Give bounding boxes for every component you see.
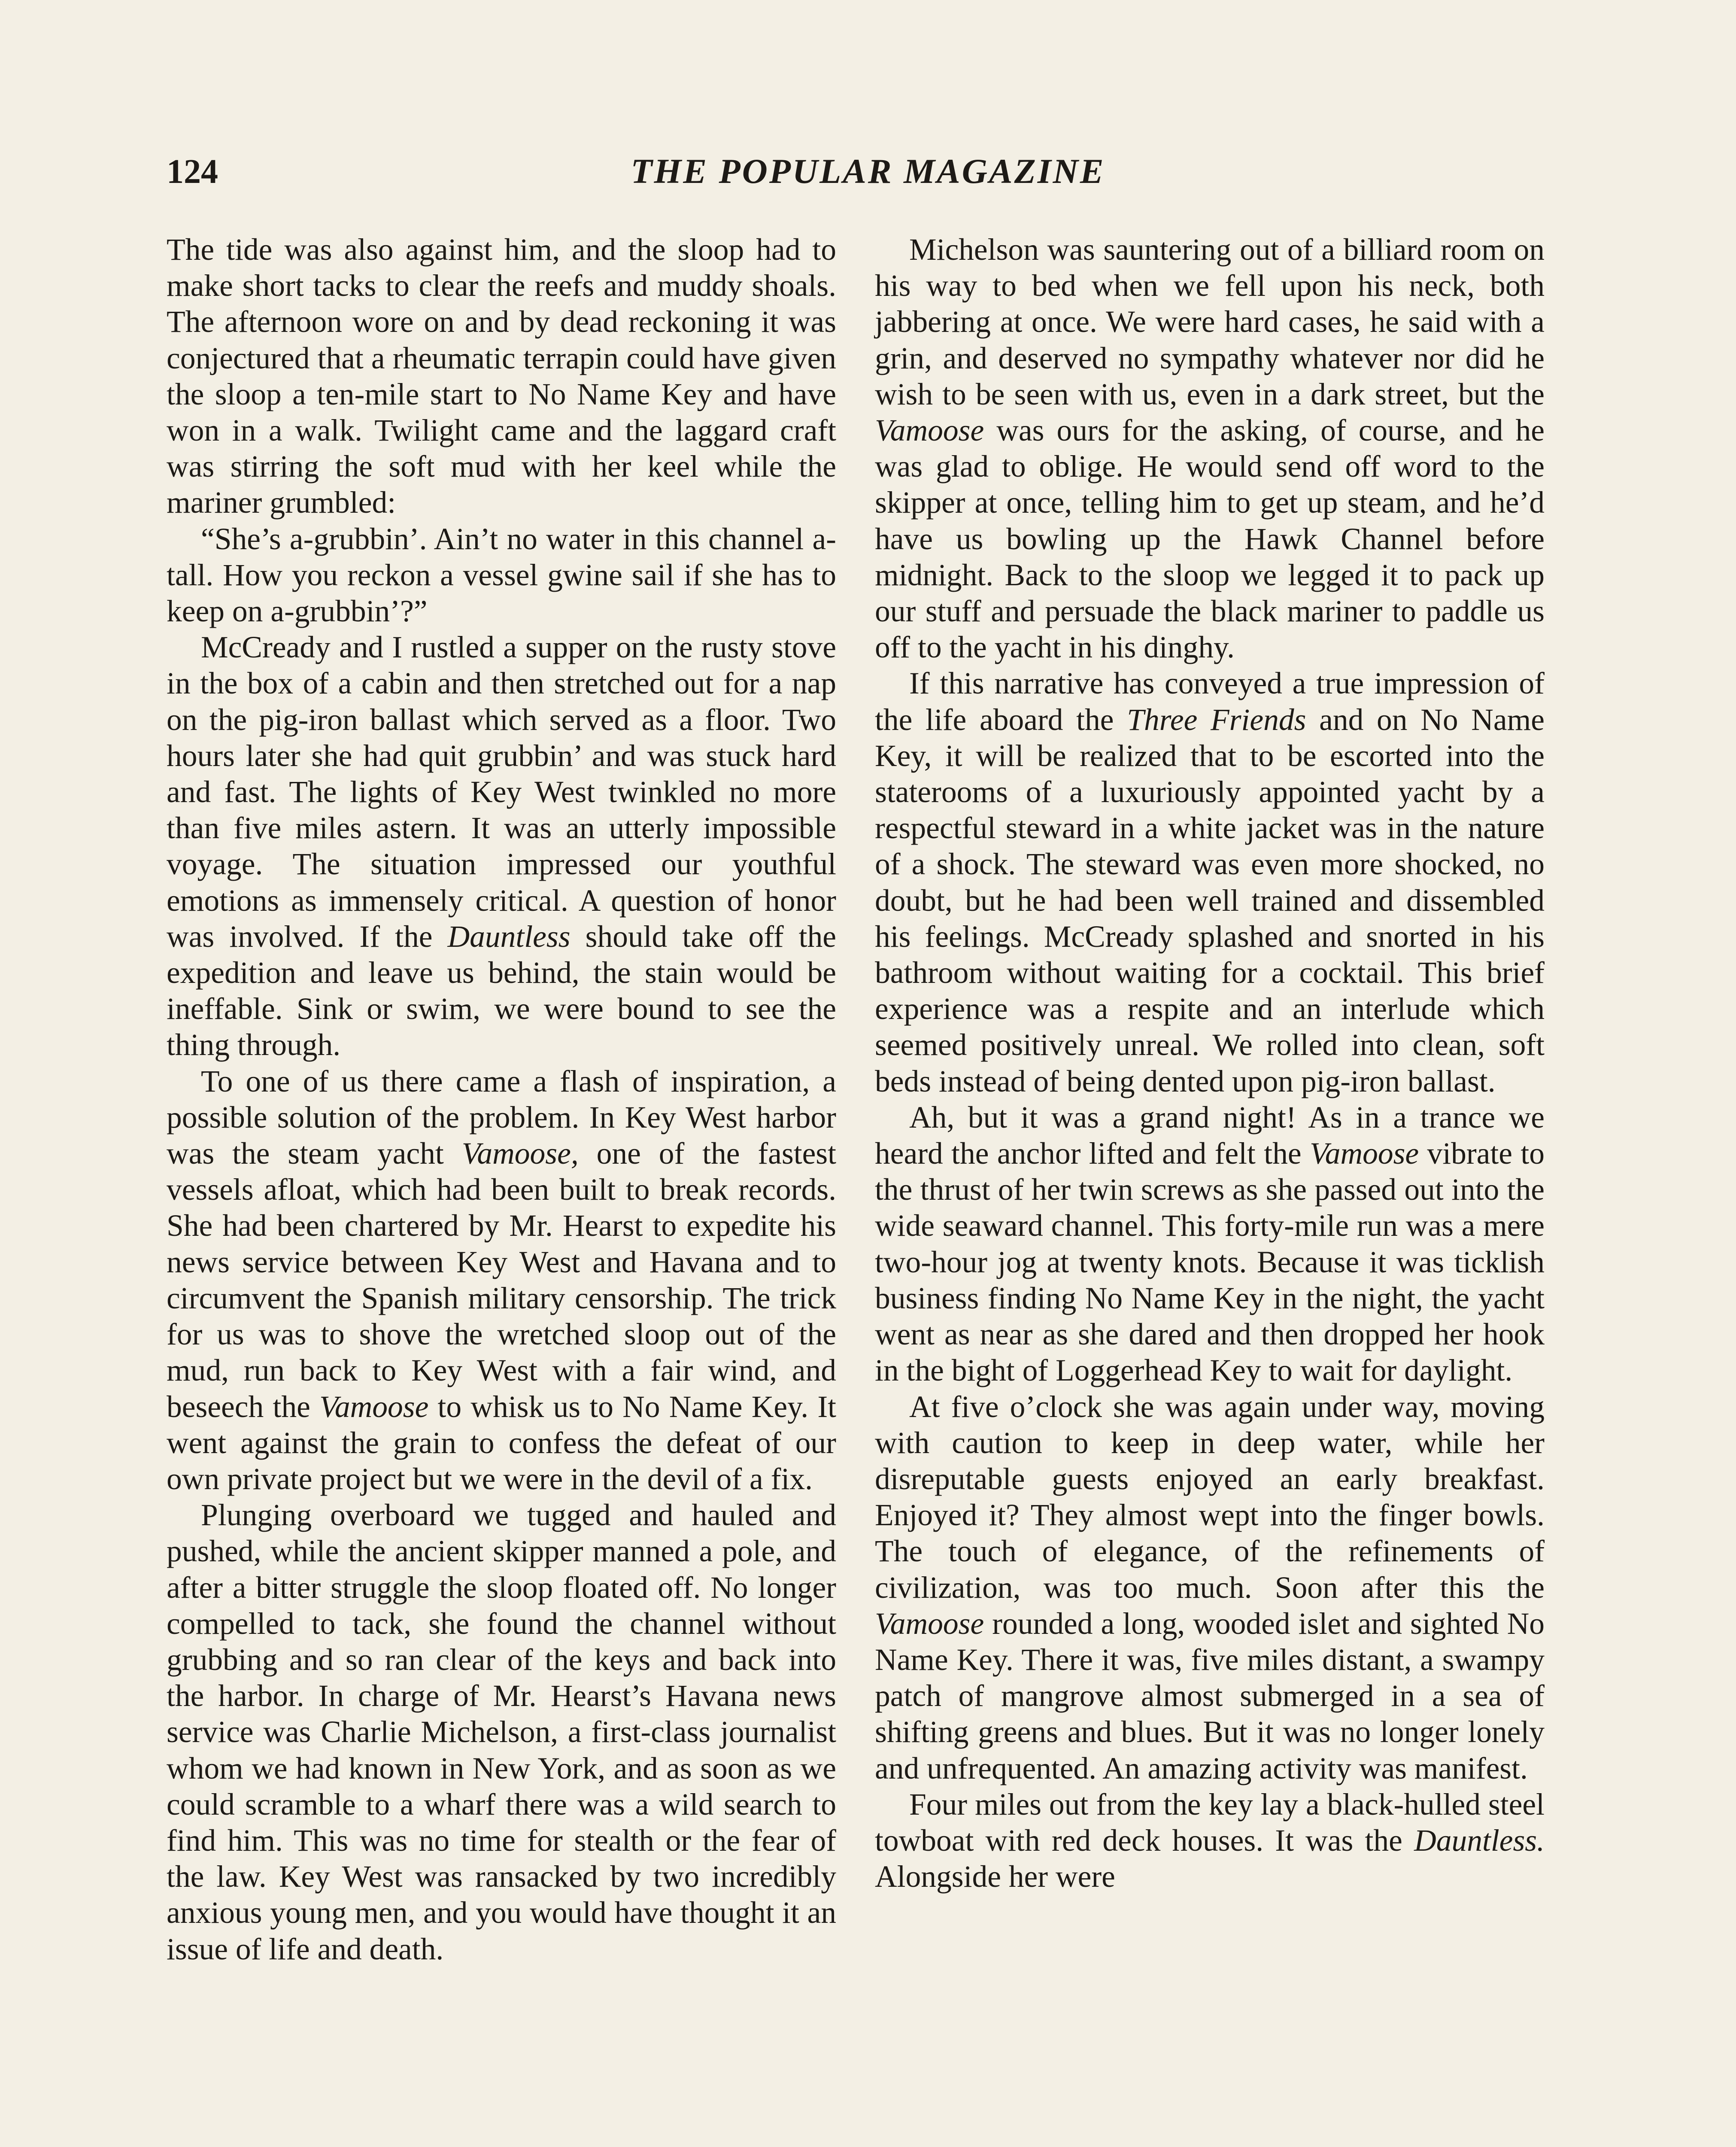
article-paragraph [875, 1389, 1545, 1787]
italic-text: Vamoose [875, 1606, 984, 1641]
paragraph-text: and on No Name Key, it will be realized that to be escorted into the staterooms of a luxuriously appointed yacht by a respectful steward in a white jacket was in the nature of a shock. The steward was even more shocked, no doubt, but he had been well trained and dissembled his feelings. McCready splashed and snorted in his bathroom without waiting for a cocktail. This brief experience was a respite and an interlude which seemed positively unreal. We rolled into clean, soft beds instead of being dented upon pig-iron ballast. [875, 702, 1545, 1098]
paragraph-text: to whisk us to No Name Key. It went against the grain to confess the defeat of our own private project but we were in the devil of a fix. [167, 1390, 836, 1496]
left-column [167, 232, 836, 1968]
running-head-title: THE POPULAR MAGAZINE [631, 152, 1105, 191]
paragraph-text: Alongside her were [875, 1860, 1115, 1894]
paragraph-text: If this narrative has conveyed a true impression of the life aboard the [875, 666, 1545, 737]
paragraph-text: The tide was also against him, and the sloop had to make short tacks to clear the reefs and muddy shoals. The afternoon wore on and by dead reckoning it was conjectured that a rheumatic terrapin could have given the sloop a ten-mile start to No Name Key and have won in a walk. Twilight came and the laggard craft was stirring the soft mud with her keel while the mariner grumbled: [167, 233, 836, 520]
italic-text: Vamoose, [461, 1137, 579, 1171]
paragraph-text: should take off the expedition and leave us behind, the stain would be ineffable. Sink or swim, we were bound to see the thing through. [167, 919, 836, 1062]
paragraph-text: Michelson was sauntering out of a billiard room on his way to bed when we fell upon his neck, both jabbering at once. We were hard cases, he said with a grin, and deserved no sympathy whatever nor did he wish to be seen with us, even in a dark street, but the [875, 233, 1545, 411]
paragraph-text: one of the fastest vessels afloat, which had been built to break records. She had been chartered by Mr. Hearst to expedite his news service between Key West and Havana and to circumvent the Spanish military censorship. The trick for us was to shove the wretched sloop out of the mud, run back to Key West with a fair wind, and beseech the [167, 1137, 837, 1424]
italic-text: Vamoose [875, 414, 984, 448]
article-paragraph [167, 232, 836, 521]
article-paragraph [167, 1497, 836, 1968]
paragraph-text: Ah, but it was a grand night! As in a trance we heard the anchor lifted and felt the [875, 1100, 1545, 1171]
paragraph-text: Four miles out from the key lay a black-hulled steel towboat with red deck houses. It was the [875, 1787, 1545, 1858]
paragraph-text: was ours for the asking, of course, and he was glad to oblige. He would send off word to the skipper at once, telling him to get up steam, and he’d have us bowling up the Hawk Channel before midnight. Back to the sloop we legged it to pack up our stuff and persuade the black mariner to paddle us off to the yacht in his dinghy. [875, 414, 1545, 665]
article-paragraph [167, 1064, 836, 1497]
italic-text: Vamoose [319, 1390, 429, 1424]
paragraph-text: Plunging overboard we tugged and hauled and pushed, while the ancient skipper manned a pole, and after a bitter struggle the sloop floated off. No longer compelled to tack, she found the channel without grubbing and so ran clear of the keys and back into the harbor. In charge of Mr. Hearst’s Havana news service was Charlie Michelson, a first-class journalist whom we had known in New York, and as soon as we could scramble to a wharf there was a wild search to find him. This was no time for stealth or the fear of the law. Key West was ransacked by two incredibly anxious young men, and you would have thought it an issue of life and death. [167, 1498, 836, 1966]
paragraph-text: “She’s a-grubbin’. Ain’t no water in this channel a-tall. How you reckon a vessel gwine sail if she has to keep on a-grubbin’?” [167, 522, 836, 629]
italic-text: Vamoose [1309, 1137, 1419, 1171]
italic-text: Dauntless [447, 919, 571, 954]
right-column [875, 232, 1545, 1895]
paragraph-text: At five o’clock she was again under way, moving with caution to keep in deep water, while her disreputable guests enjoyed an early breakfast. Enjoyed it? They almost wept into the finger bowls. The touch of elegance, of the refinements of civilization, was too much. Soon after this the [875, 1390, 1545, 1605]
paragraph-text: McCready and I rustled a supper on the rusty stove in the box of a cabin and then stretched out for a nap on the pig-iron ballast which served as a floor. Two hours later she had quit grubbin’ and was stuck hard and fast. The lights of Key West twinkled no more than five miles astern. It was an utterly impossible voyage. The situation impressed our youthful emotions as immensely critical. A question of honor was involved. If the [167, 630, 836, 954]
italic-text: Three Friends [1127, 702, 1306, 737]
paragraph-text: rounded a long, wooded islet and sighted No Name Key. There it was, five miles distant, a swampy patch of mangrove almost submerged in a sea of shifting greens and blues. But it was no longer lonely and unfrequented. An amazing activity was manifest. [875, 1606, 1545, 1785]
article-paragraph [875, 1100, 1545, 1389]
page-number: 124 [167, 153, 218, 191]
article-paragraph [167, 521, 836, 630]
article-paragraph [875, 1787, 1545, 1895]
article-paragraph [875, 666, 1545, 1099]
paragraph-text: To one of us there came a flash of inspiration, a possible solution of the problem. In Key West harbor was the steam yacht [167, 1064, 836, 1171]
italic-text: Dauntless. [1414, 1823, 1545, 1858]
article-paragraph [167, 630, 836, 1063]
paragraph-text: vibrate to the thrust of her twin screws as she passed out into the wide seaward channel. This forty-mile run was a mere two-hour jog at twenty knots. Because it was ticklish business finding No Name Key in the night, the yacht went as near as she dared and then dropped her hook in the bight of Loggerhead Key to wait for daylight. [875, 1137, 1545, 1388]
article-paragraph [875, 232, 1545, 666]
